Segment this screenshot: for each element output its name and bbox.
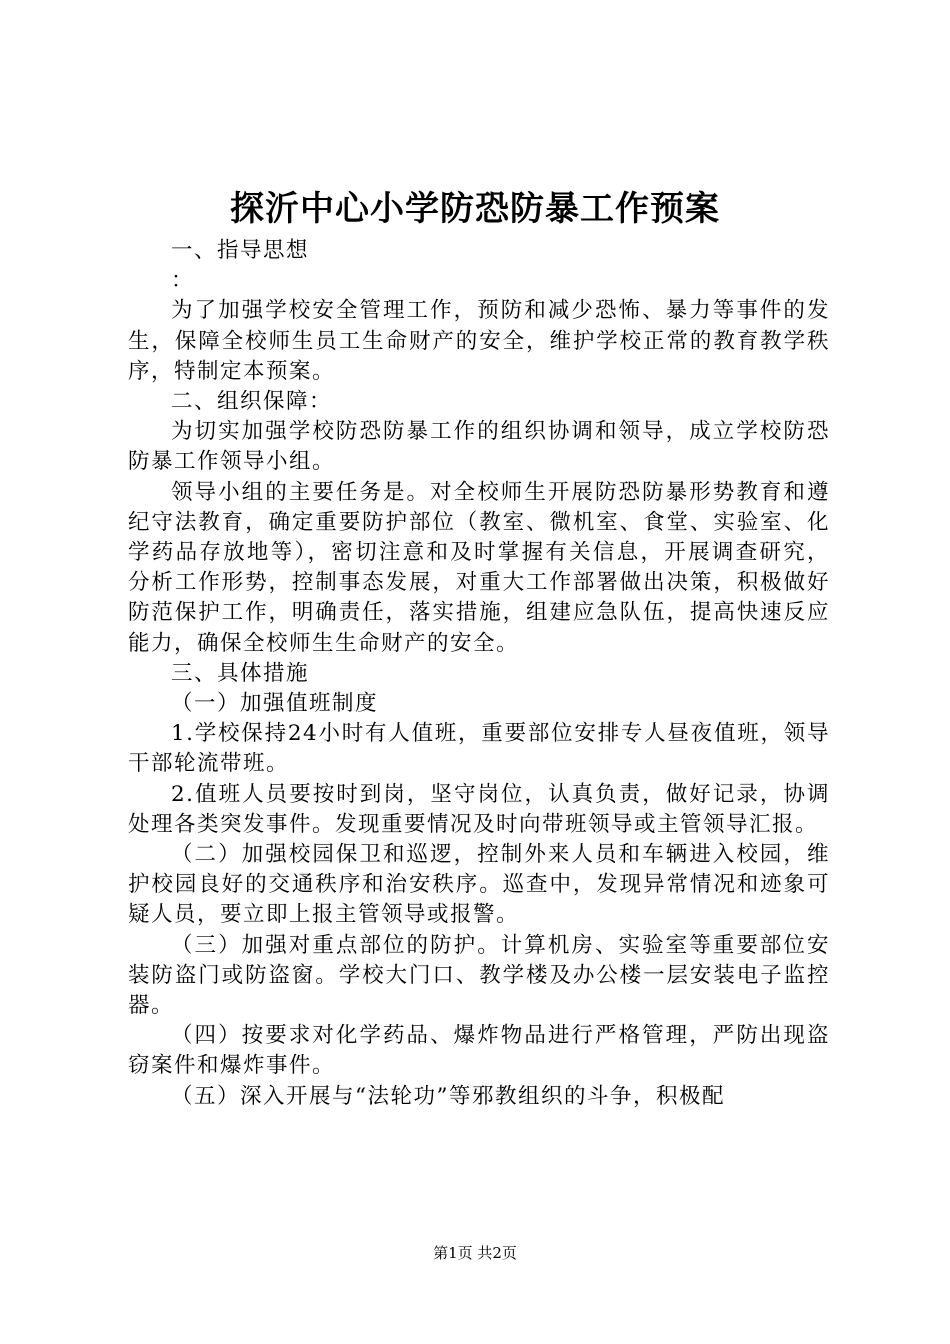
paragraph-measure-key-areas: （三）加强对重点部位的防护。计算机房、实验室等重要部位安装防盗门或防盗窗。学校大门口、教学楼及办公楼一层安装电子监控器。 bbox=[128, 932, 830, 1019]
paragraph-measure-cults: （五）深入开展与“法轮功”等邪教组织的斗争，积极配 bbox=[171, 1083, 725, 1109]
subheading-duty-system: （一）加强值班制度 bbox=[171, 691, 379, 717]
paragraph-measure-2: 2.值班人员要按时到岗，坚守岗位，认真负责，做好记录，协调处理各类突发事件。发现重要情况及时向带班领导或主管领导汇报。 bbox=[128, 781, 830, 837]
section-heading-measures: 三、具体措施 bbox=[171, 660, 310, 686]
paragraph-measure-1: 1.学校保持24小时有人值班，重要部位安排专人昼夜值班，领导干部轮流带班。 bbox=[128, 721, 830, 777]
paragraph-measure-chemicals: （四）按要求对化学药品、爆炸物品进行严格管理，严防出现盗窃案件和爆炸事件。 bbox=[128, 1023, 830, 1079]
section-heading-organization: 二、组织保障： bbox=[171, 389, 333, 415]
paragraph-group-tasks: 领导小组的主要任务是。对全校师生开展防恐防暴形势教育和遵纪守法教育，确定重要防护部位（教室、微机室、食堂、实验室、化学药品存放地等），密切注意和及时掌握有关信息，开展调查研究，分析工作形势，控制事态发展，对重大工作部署做出决策，积极做好防范保护工作，明确责任，落实措施，组建应急队伍，提高快速反应能力，确保全校师生生命财产的安全。 bbox=[128, 479, 830, 656]
paragraph-leadership-group: 为切实加强学校防恐防暴工作的组织协调和领导，成立学校防恐防暴工作领导小组。 bbox=[128, 419, 830, 475]
colon-line: ： bbox=[171, 268, 195, 294]
section-heading-guiding-ideology: 一、指导思想 bbox=[171, 238, 310, 263]
document-title: 探沂中心小学防恐防暴工作预案 bbox=[230, 189, 720, 229]
page-number-footer: 第1页 共2页 bbox=[433, 1244, 517, 1262]
paragraph-purpose: 为了加强学校安全管理工作，预防和减少恐怖、暴力等事件的发生，保障全校师生员工生命财产的安全，维护学校正常的教育教学秩序，特制定本预案。 bbox=[128, 298, 830, 384]
document-body bbox=[128, 236, 830, 1112]
paragraph-measure-patrol: （二）加强校园保卫和巡逻，控制外来人员和车辆进入校园，维护校园良好的交通秩序和治安秩序。巡查中，发现异常情况和迹象可疑人员，要立即上报主管领导或报警。 bbox=[128, 842, 830, 928]
